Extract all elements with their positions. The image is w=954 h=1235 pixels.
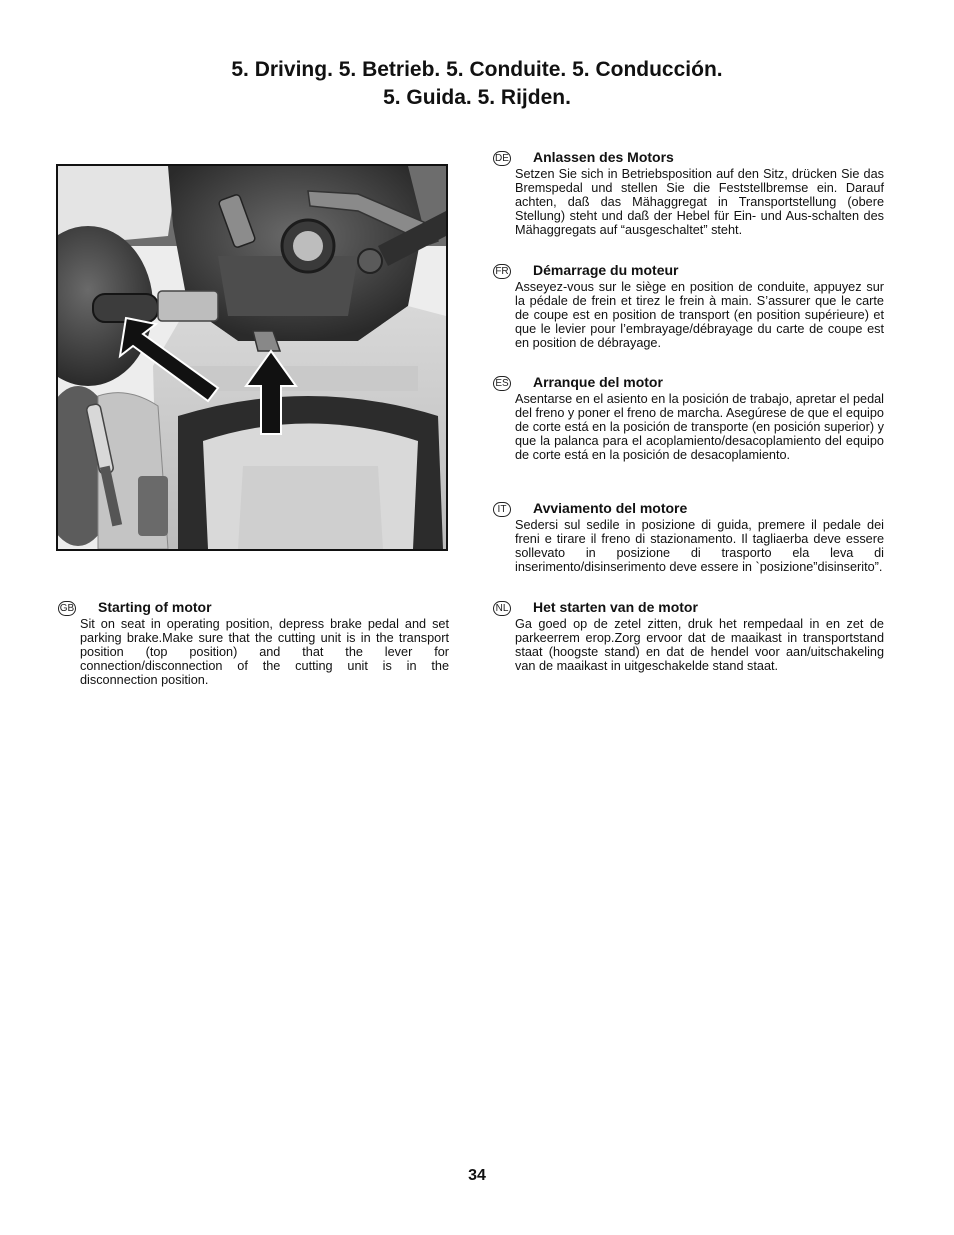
language-badge-it: IT — [493, 502, 511, 517]
language-badge-fr: FR — [493, 264, 511, 279]
section-fr — [495, 262, 884, 350]
language-badge-gb: GB — [59, 603, 75, 614]
language-badge-nl: NL — [493, 601, 511, 616]
mower-controls-illustration — [56, 164, 448, 551]
section-heading-nl: Het starten van de motor — [533, 599, 698, 615]
page-title-line-1: 5. Driving. 5. Betrieb. 5. Conduite. 5. Conducción. — [231, 58, 723, 81]
section-body-fr: Asseyez-vous sur le siège en position de conduite, appuyez sur la pédale de frein et tirez le frein à main. S’assurer que le carte de coupe est en position de transport (en position supérieure) et que le levier pour l’embrayage/débrayage du carte de coupe est en position de débrayage. — [515, 280, 884, 350]
section-body-it: Sedersi sul sedile in posizione di guida, premere il pedale dei freni e tirare il freno di stazionamento. Il tagliaerba deve essere sollevato in posizione di trasporto ela leva di inserimento/disinserimento deve essere in `posizione”disinserito”. — [515, 518, 884, 574]
section-it — [497, 500, 884, 574]
section-body-de: Setzen Sie sich in Betriebsposition auf den Sitz, drücken Sie das Bremspedal und stellen Sie die Feststellbremse ein. Darauf achten, daß das Mähaggregat in Transportstellung (obere Stellung) steht und daß der Hebel für Ein- und Aus-schalten des Mähaggregats auf “ausgeschaltet” steht. — [515, 167, 884, 237]
language-badge-es: ES — [493, 376, 511, 391]
page-title-line-2: 5. Guida. 5. Rijden. — [383, 86, 571, 109]
section-de — [495, 149, 884, 237]
section-es — [495, 374, 884, 462]
page-number: 34 — [468, 1167, 486, 1184]
section-heading-fr: Démarrage du moteur — [533, 262, 679, 278]
up-arrow-icon — [58, 166, 446, 549]
section-heading-es: Arranque del motor — [533, 374, 663, 390]
section-gb — [59, 599, 449, 687]
section-heading-it: Avviamento del motore — [533, 500, 688, 516]
section-heading-de: Anlassen des Motors — [533, 149, 674, 165]
section-nl — [495, 599, 884, 673]
section-heading-gb: Starting of motor — [98, 599, 212, 615]
language-badge-de: DE — [493, 151, 511, 166]
section-body-es: Asentarse en el asiento en la posición de trabajo, apretar el pedal del freno y poner el freno de marcha. Asegúrese de que el equipo de corte está en la posición de transporte (en posición superior) y que la palanca para el acoplamiento/desacoplamiento del equipo de corte está en la posición de desacoplamiento. — [515, 392, 884, 462]
section-body-nl: Ga goed op de zetel zitten, druk het rempedaal in en zet de parkeerrem erop.Zorg ervoor dat de maaikast in transportstand staat (hoogste stand) en dat de hendel voor aan/uitschakeling van de maaikast in uitgeschakelde stand staat. — [515, 617, 884, 673]
section-body-gb: Sit on seat in operating position, depress brake pedal and set parking brake.Make sure that the cutting unit is in the transport position (top position) and that the lever for connection/disconnection of the cutting unit is in the disconnection position. — [80, 617, 449, 687]
